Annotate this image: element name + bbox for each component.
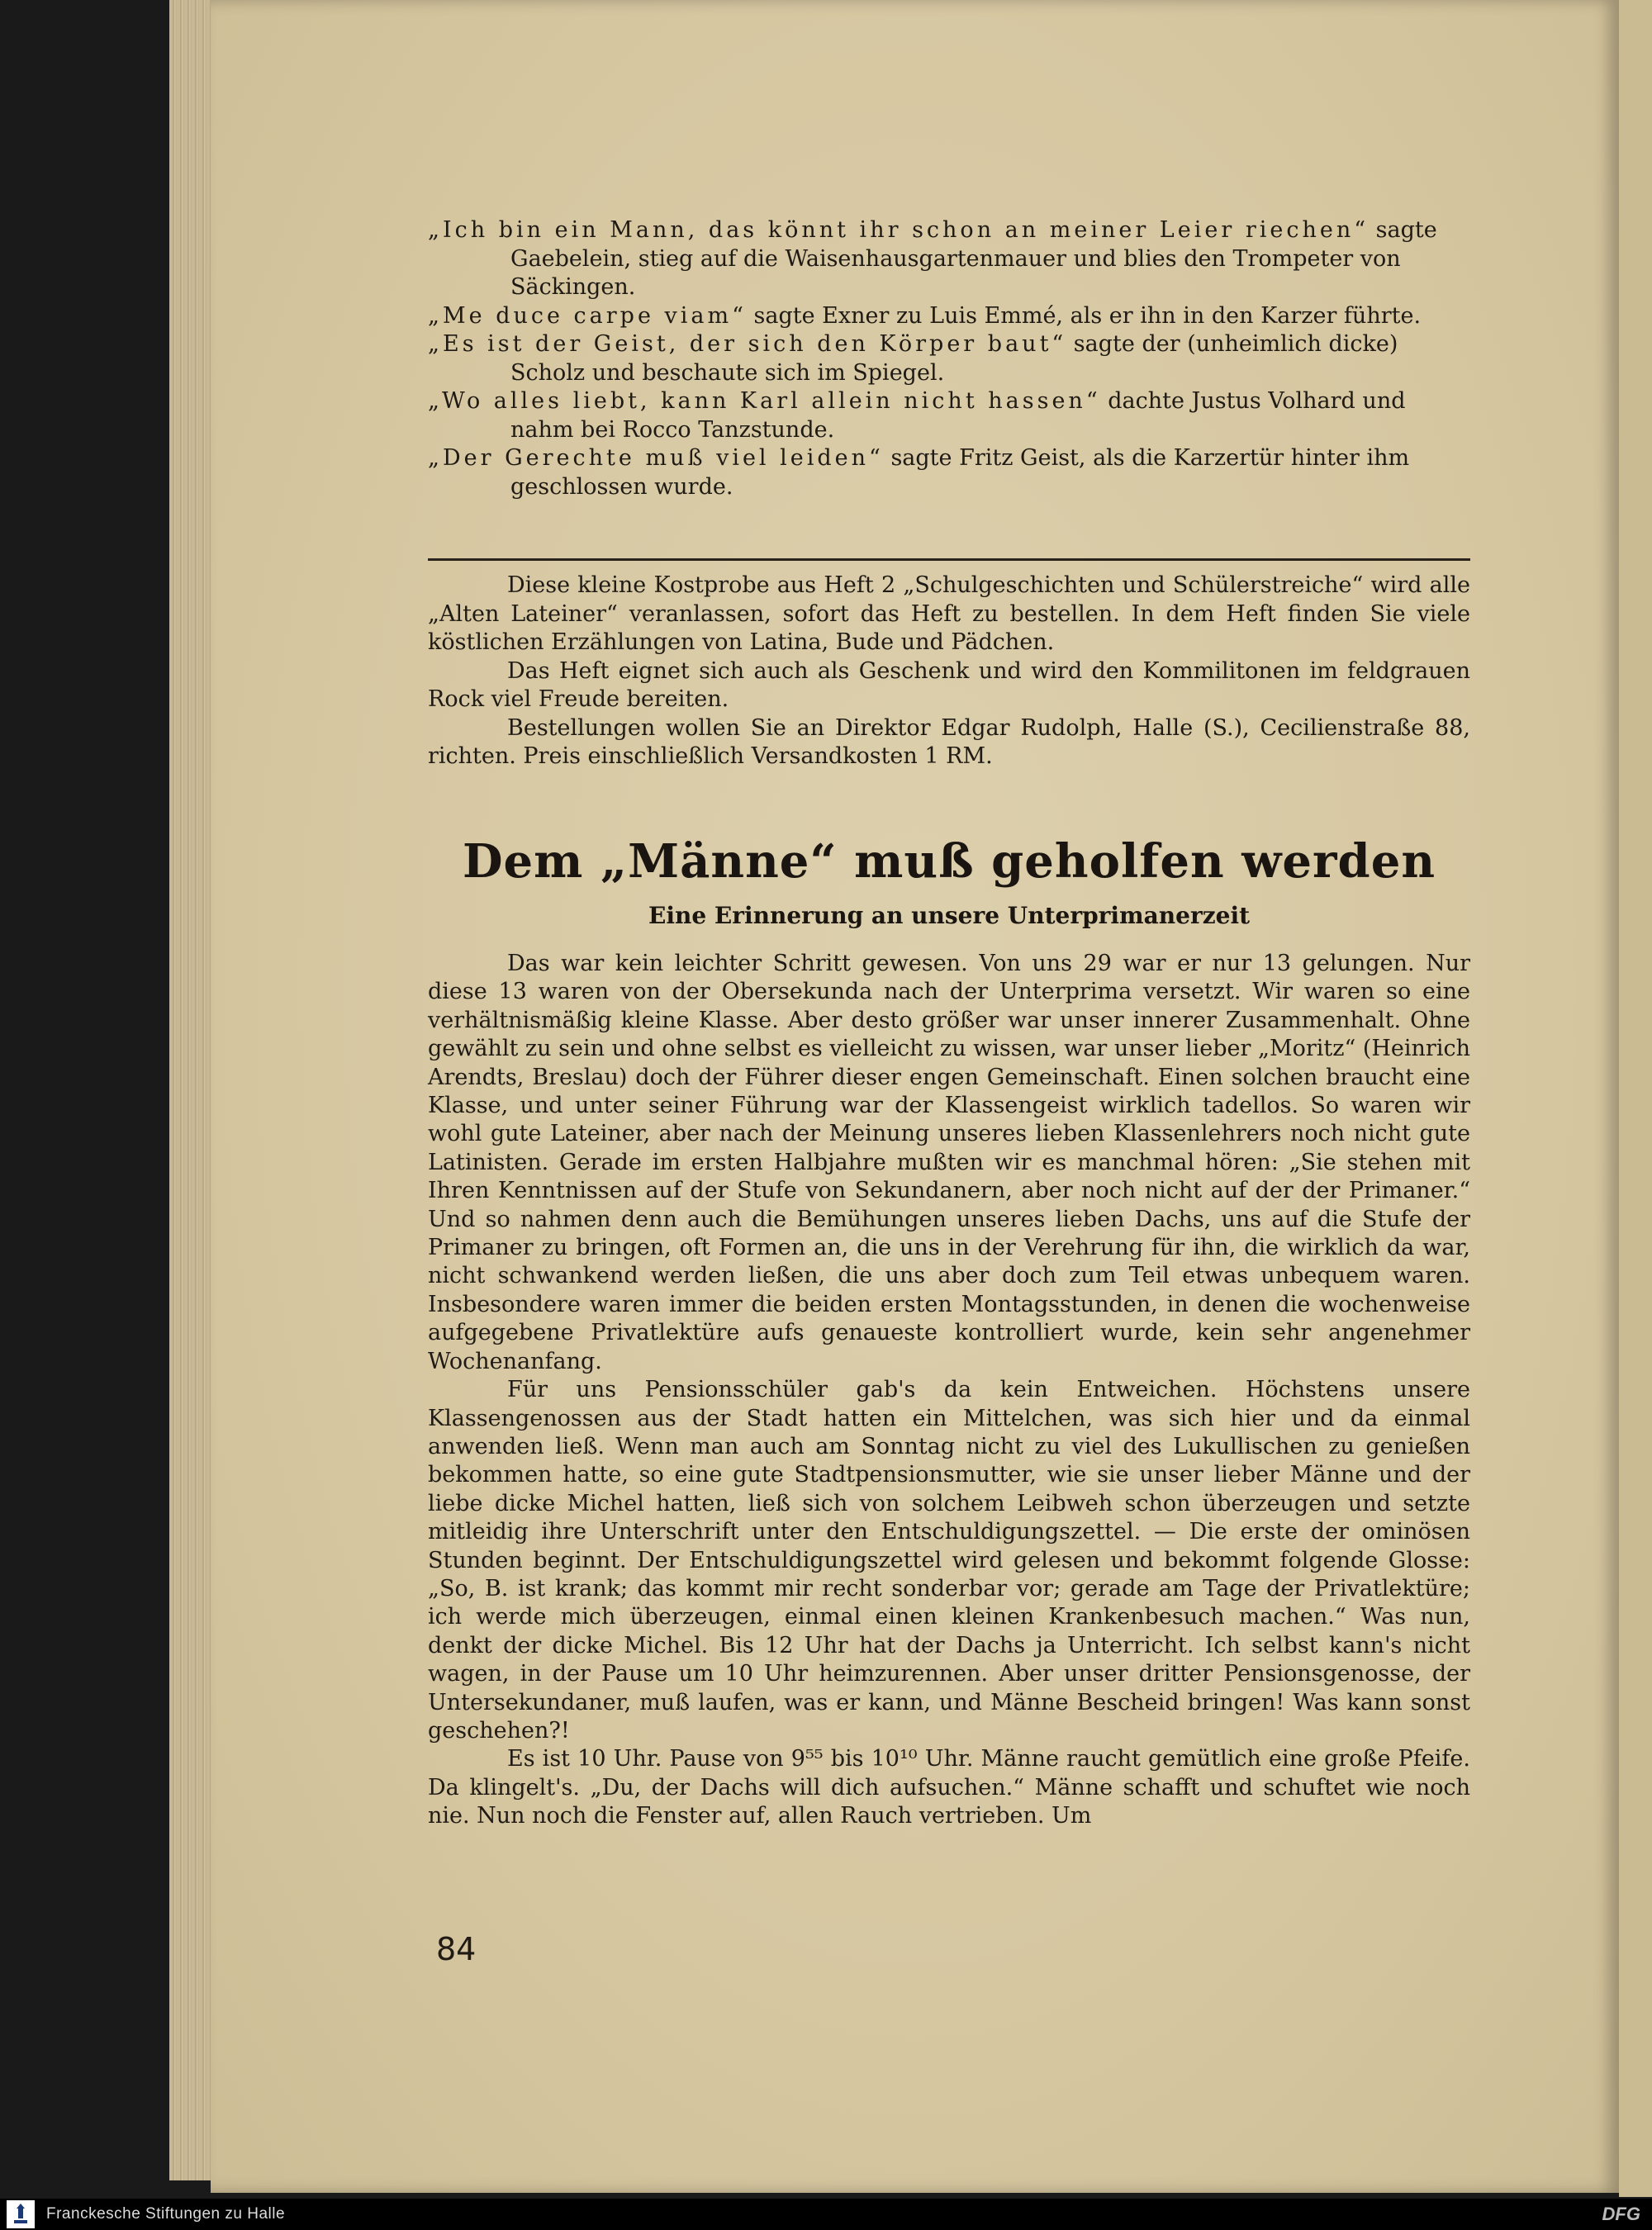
article-paragraph: Das war kein leichter Schritt gewesen. Von uns 29 war er nur 13 gelungen. Nur diese 13 waren von der Obersekunda nach der Unterprima versetzt. Wir waren so eine verhältnismäßig kleine Klasse. Aber desto größer war unser innerer Zusammenhalt. Ohne gewählt zu sein und ohne selbst es vielleicht zu wissen, war unser lieber „Moritz“ (Heinrich Arendts, Breslau) doch der Führer dieser engen Gemeinschaft. Einen solchen braucht eine Klasse, und unter seiner Führung war der Klassengeist wirklich tadellos. So waren wir wohl gute Lateiner, aber nach der Meinung unseres lieben Klassenlehrers noch nicht gute Latinisten. Gerade im ersten Halbjahre mußten wir es manchmal hören: „Sie stehen mit Ihren Kenntnissen auf der Stufe von Sekundanern, aber noch nicht auf der der Primaner.“ Und so nahmen denn auch die Bemühungen unseres lieben Dachs, uns auf die Stufe der Primaner zu bringen, oft Formen an, die uns in der Verehrung für ihn, die wirklich da war, nicht schwankend werden ließen, die uns aber doch zum Teil etwas unbequem waren. Insbesondere waren immer die beiden ersten Montagsstunden, in denen die wochenweise aufgegebene Privatlektüre aufs genaueste kontrolliert wurde, kein sehr angenehmer Wochenanfang. (428, 951, 1470, 1374)
section-divider (428, 558, 1470, 561)
promo-paragraph: Das Heft eignet sich auch als Geschenk und wird den Kommilitonen im feldgrauen Rock viel Freude bereiten. (428, 657, 1470, 712)
quote-item (428, 216, 1470, 302)
book-page-edges (169, 0, 211, 2180)
article-paragraph: Für uns Pensionsschüler gab's da kein Entweichen. Höchstens unsere Klassengenossen aus der Stadt hatten ein Mittelchen, was sich hier und da einmal anwenden ließ. Wenn man auch am Sonntag nicht zu viel des Lukullischen zu genießen bekommen hatte, so eine gute Stadtpensionsmutter, wie sie unser lieber Männe und der liebe dicke Michel hatten, ließ sich von solchem Leibweh schon überzeugen und setzte mitleidig ihre Unterschrift unter den Entschuldigungszettel. — Die erste der ominösen Stunden beginnt. Der Entschuldigungszettel wird gelesen und bekommt folgende Glosse: „So, B. ist krank; das kommt mir recht sonderbar vor; gerade am Tage der Privatlektüre; ich werde mich überzeugen, einmal einen kleinen Krankenbesuch machen.“ Was nun, denkt der dicke Michel. Bis 12 Uhr hat der Dachs ja Unterricht. Ich selbst kann's nicht wagen, in der Pause um 10 Uhr heimzurennen. Aber unser dritter Pensionsgenosse, der Untersekundaner, muß laufen, was er kann, und Männe Bescheid bringen! Was kann sonst geschehen?! (428, 1377, 1470, 1744)
article-body (428, 950, 1470, 1831)
quote-rest: sagte der (unheimlich dicke) Scholz und beschaute sich im Spiegel. (510, 331, 1398, 386)
promo-paragraph: Diese kleine Kostprobe aus Heft 2 „Schulgeschichten und Schülerstreiche“ wird alle „Alten Lateiner“ veranlassen, sofort das Heft zu bestellen. In dem Heft finden Sie viele köstlichen Erzählungen von Latina, Bude und Pädchen. (428, 572, 1470, 655)
quote-rest: dachte Justus Volhard und nahm bei Rocco Tanzstunde. (510, 388, 1406, 443)
promo-section (428, 572, 1470, 771)
article-title: Dem „Männe“ muß geholfen werden (462, 834, 1436, 889)
promo-paragraph: Bestellungen wollen Sie an Direktor Edgar Rudolph, Halle (S.), Cecilienstraße 88, richten. Preis einschließlich Versandkosten 1 RM. (428, 714, 1470, 769)
quote-item (428, 302, 1470, 331)
quote-item (428, 387, 1470, 444)
page-number: 84 (436, 1931, 477, 1967)
quote-rest: sagte Exner zu Luis Emmé, als er ihn in den Karzer führte. (746, 302, 1422, 329)
crest-graphic (7, 2200, 35, 2228)
quote-lead: „Der Gerechte muß viel leiden“ (428, 445, 884, 471)
facing-page-edge (1619, 0, 1652, 2197)
institution-crest-icon[interactable] (7, 2200, 35, 2228)
article-subtitle: Eine Erinnerung an unsere Unterprimanerzeit (648, 902, 1251, 929)
quote-rest: sagte Gaebelein, stieg auf die Waisenhausgartenmauer und blies den Trompeter von Säckingen. (510, 217, 1437, 300)
quote-item (428, 444, 1470, 501)
institution-name[interactable]: Franckesche Stiftungen zu Halle (46, 2205, 286, 2223)
quote-item (428, 330, 1470, 387)
article-paragraph: Es ist 10 Uhr. Pause von 9⁵⁵ bis 10¹⁰ Uhr. Männe raucht gemütlich eine große Pfeife. Da klingelt's. „Du, der Dachs will dich aufsuchen.“ Männe schafft und schuftet wie noch nie. Nun noch die Fenster auf, allen Rauch vertrieben. Um (428, 1746, 1470, 1829)
quote-lead: „Es ist der Geist, der sich den Körper baut“ (428, 331, 1067, 357)
dfg-logo[interactable]: DFG (1602, 2204, 1640, 2224)
quote-lead: „Wo alles liebt, kann Karl allein nicht hassen“ (428, 388, 1101, 414)
quote-rest: sagte Fritz Geist, als die Karzertür hinter ihm geschlossen wurde. (510, 445, 1410, 500)
quote-lead: „Ich bin ein Mann, das könnt ihr schon an meiner Leier riechen“ (428, 217, 1370, 243)
quote-lead: „Me duce carpe viam“ (428, 302, 747, 329)
quotes-section (428, 216, 1470, 501)
